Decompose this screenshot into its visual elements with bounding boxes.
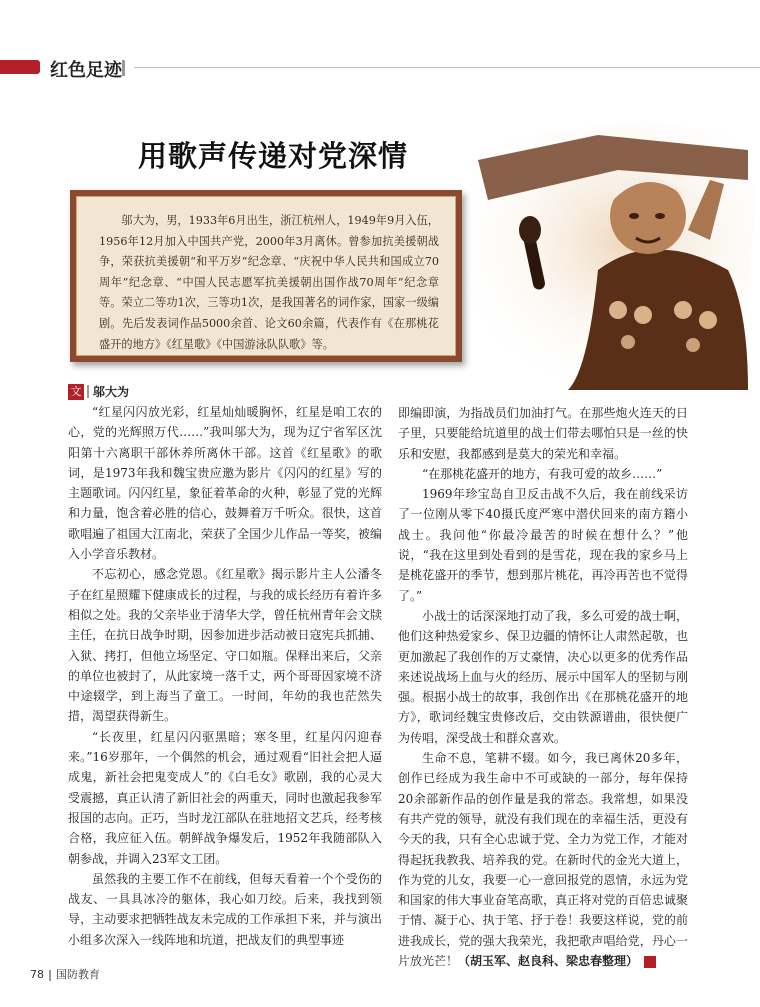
editor-credit: （胡玉军、赵良科、梁忠春整理） [458,954,639,969]
body-paragraph: “红星闪闪放光彩，红星灿灿暖胸怀，红星是咱工农的心，党的光辉照万代……”我叫邬大为，现为辽宁省军区沈阳第十六离职干部休养所离休干部。这首《红星歌》的歌词，是1973年我和魏宝贵应邀为影片《闪闪的红星》写的主题歌词。闪闪红星，象征着革命的火种，彰显了党的光辉和力量，饱含着必胜的信心，鼓舞着万千听众。很快，这首歌唱遍了祖国大江南北，荣获了全国少儿作品一等奖，被编入小学音乐教材。 [68,405,382,562]
footer-divider [49,970,51,981]
body-paragraph: 1969年珍宝岛自卫反击战不久后，我在前线采访了一位刚从零下40摄氏度严寒中潜伏回来的南方籍小战士。我问他“你最冷最苦的时候在想什么？”他说，“我在这里到处看到的是雪花，现在我的家乡马上是桃花盛开的季节，想到那片桃花，再冷再苦也不觉得了。” [398,487,688,603]
body-paragraph: 小战士的话深深地打动了我，多么可爱的战士啊，他们这种热爱家乡、保卫边疆的情怀让人肃然起敬，也更加激起了我创作的万丈豪情，决心以更多的优秀作品来述说战场上血与火的经历、展示中国军人的坚韧与刚强。根据小战士的故事，我创作出《在那桃花盛开的地方》，歌词经魏宝贵修改后，交由铁源谱曲，很快便广为传唱，深受战士和群众喜欢。 [398,608,688,745]
body-paragraph: 虽然我的主要工作不在前线，但每天看着一个个受伤的战友、一具具冰冷的躯体，我心如刀绞。后来，我找到领导，主动要求把牺牲战友未完成的工作承担下来，并与演出小组多次深入一线阵地和坑道，把战友们的典型事迹 [68,871,382,947]
author-name: 邬大为 [93,385,130,399]
lyric-quote: “在那桃花盛开的地方，有我可爱的故乡……” [422,466,663,481]
byline-divider [87,385,89,398]
author-badge: 文 [68,384,84,400]
page-number: 78 [30,968,44,981]
bio-text: 邬大为，男，1933年6月出生，浙江杭州人，1949年9月入伍，1956年12月加入中国共产党，2000年3月离休。曾参加抗美援朝战争，荣获抗美援朝“和平万岁”纪念章、“庆祝中华人民共和国成立70周年”纪念章、“中国人民志愿军抗美援朝出国作战70周年”纪念章等。荣立二等功1次，三等功1次，是我国著名的词作家，国家一级编剧。先后发表词作品5000余首、论文60余篇，代表作有《在那桃花盛开的地方》《红星歌》《中国游泳队队歌》等。 [99,214,439,351]
left-column [68,402,382,950]
publication-name: 国防教育 [56,968,100,981]
portrait-photo [448,120,760,390]
section-divider [122,60,125,76]
section-rule [134,67,760,68]
final-paragraph-text: 生命不息，笔耕不辍。如今，我已离休20多年，创作已经成为我生命中不可或缺的一部分，每年保持20余部新作品的创作量是我的常态。我常想，如果没有共产党的领导，就没有我们现在的幸福生活，更没有今天的我，只有全心忠诚于党、全力为党工作，才能对得起抚我教我、培养我的党。在新时代的金光大道上，作为党的儿女，我要一心一意回报党的恩情，永远为党和国家的伟大事业奋笔高歌，真正将对党的百倍忠诚聚于情、凝于心、执于笔、抒于卷！我要这样说，党的前进我成长，党的强大我荣光，我把歌声唱给党，丹心一片放光芒！ [398,751,688,969]
section-accent-tab [0,60,40,74]
body-paragraph: “长夜里，红星闪闪驱黑暗；寒冬里，红星闪闪迎春来。”16岁那年，一个偶然的机会，通过观看“旧社会把人逼成鬼，新社会把鬼变成人”的《白毛女》歌剧，我的心灵大受震撼，真正认清了新旧社会的两重天，同时也激起我参军报国的志向。正巧，当时龙江部队在驻地招文艺兵，经考核合格，我应征入伍。朝鲜战争爆发后，1952年我随部队入朝参战，并调入23军文工团。 [68,729,382,866]
section-header [0,54,760,80]
section-label: 红色足迹 [50,60,122,81]
body-paragraph: 不忘初心，感念党恩。《红星歌》揭示影片主人公潘冬子在红星照耀下健康成长的过程，与我的成长经历有着许多相似之处。我的父亲毕业于清华大学，曾任杭州青年会文牍主任，在抗日战争时期，因参加进步活动被日寇宪兵抓捕、入狱、拷打，但他立场坚定、守口如瓶。保释出来后，父亲的单位也被封了，从此家境一落千丈，两个哥哥因家境不济中途辍学，到上海当了童工。一时间，年幼的我也茫然失措，渴望获得新生。 [68,567,382,724]
final-paragraph [398,748,688,971]
bio-box [70,190,462,362]
author-byline [68,383,129,399]
article-title: 用歌声传递对党深情 [138,139,409,173]
end-mark-icon: G [644,956,656,968]
body-paragraph-continued: 即编即演，为指战员们加油打气。在那些炮火连天的日子里，只要能给坑道里的战士们带去哪怕只是一丝的快乐和安慰，我都感到是莫大的荣光和幸福。 [398,406,688,461]
page-footer [30,966,100,982]
right-column [398,403,688,971]
bio-box-inner [76,196,456,356]
